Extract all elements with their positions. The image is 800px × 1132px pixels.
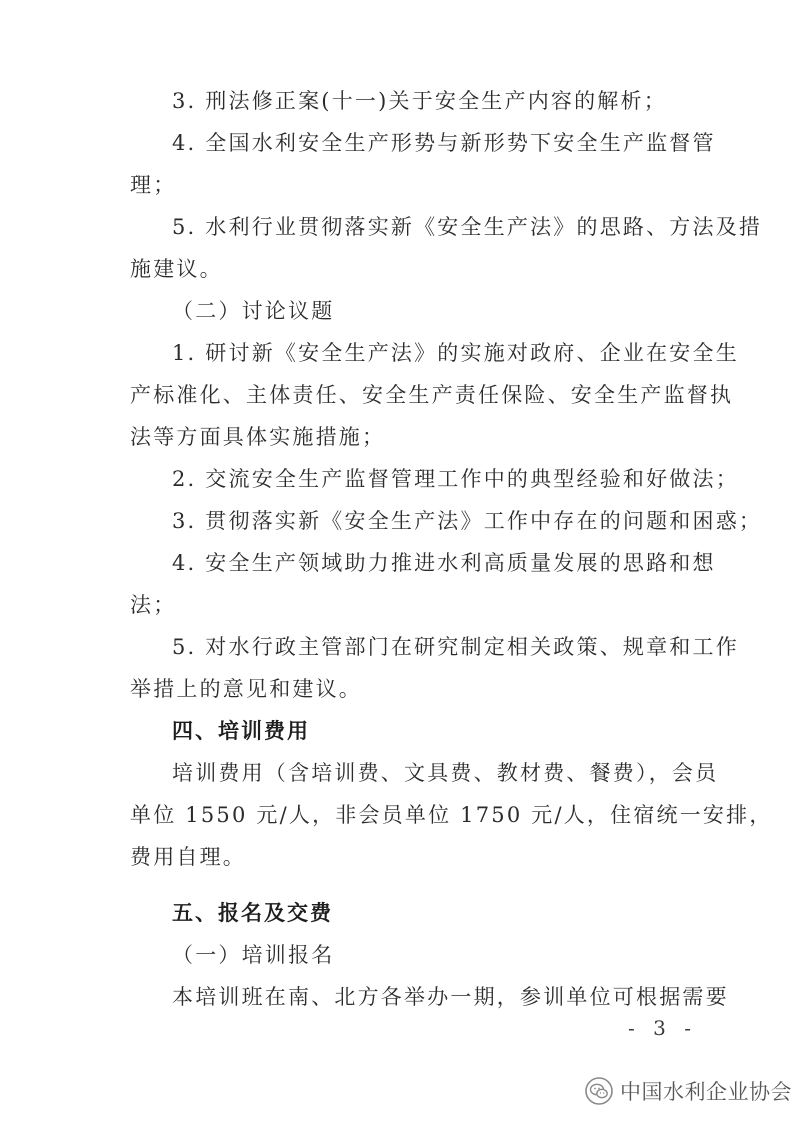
page-number: - 3 -	[628, 1016, 697, 1040]
fees-paragraph: 培训费用（含培训费、文具费、教材费、餐费），会员	[172, 761, 719, 785]
item-3-criminal-law: 3. 刑法修正案(十一)关于安全生产内容的解析；	[172, 89, 667, 113]
watermark	[584, 1074, 792, 1108]
topic-1-continued-b: 法等方面具体实施措施；	[130, 425, 386, 449]
topic-1: 1. 研讨新《安全生产法》的实施对政府、企业在安全生	[172, 341, 739, 365]
section-registration-payment: 五、报名及交费	[172, 901, 333, 925]
fees-paragraph-continued-a: 单位 1550 元/人，非会员单位 1750 元/人，住宿统一安排，	[130, 803, 773, 827]
subsection-training-registration: （一）培训报名	[172, 943, 335, 967]
topic-3: 3. 贯彻落实新《安全生产法》工作中存在的问题和困惑；	[172, 509, 763, 533]
topic-5-continued: 举措上的意见和建议。	[130, 677, 362, 701]
topic-5: 5. 对水行政主管部门在研究制定相关政策、规章和工作	[172, 635, 739, 659]
topic-2: 2. 交流安全生产监督管理工作中的典型经验和好做法；	[172, 467, 739, 491]
watermark-text: 中国水利企业协会	[620, 1080, 792, 1104]
section-training-fees: 四、培训费用	[172, 719, 310, 743]
topic-4-continued: 法；	[130, 593, 177, 617]
topic-1-continued-a: 产标准化、主体责任、安全生产责任保险、安全生产监督执	[130, 383, 734, 407]
item-4-national-safety: 4. 全国水利安全生产形势与新形势下安全生产监督管	[172, 131, 716, 155]
item-5-continued: 施建议。	[130, 257, 223, 281]
item-4-continued: 理；	[130, 173, 177, 197]
registration-paragraph: 本培训班在南、北方各举办一期，参训单位可根据需要	[172, 985, 729, 1009]
item-5-implementation: 5. 水利行业贯彻落实新《安全生产法》的思路、方法及措	[172, 215, 763, 239]
subsection-discussion-topics: （二）讨论议题	[172, 299, 335, 323]
fees-paragraph-continued-b: 费用自理。	[130, 845, 246, 869]
wechat-icon	[584, 1076, 614, 1106]
topic-4: 4. 安全生产领域助力推进水利高质量发展的思路和想	[172, 551, 716, 575]
